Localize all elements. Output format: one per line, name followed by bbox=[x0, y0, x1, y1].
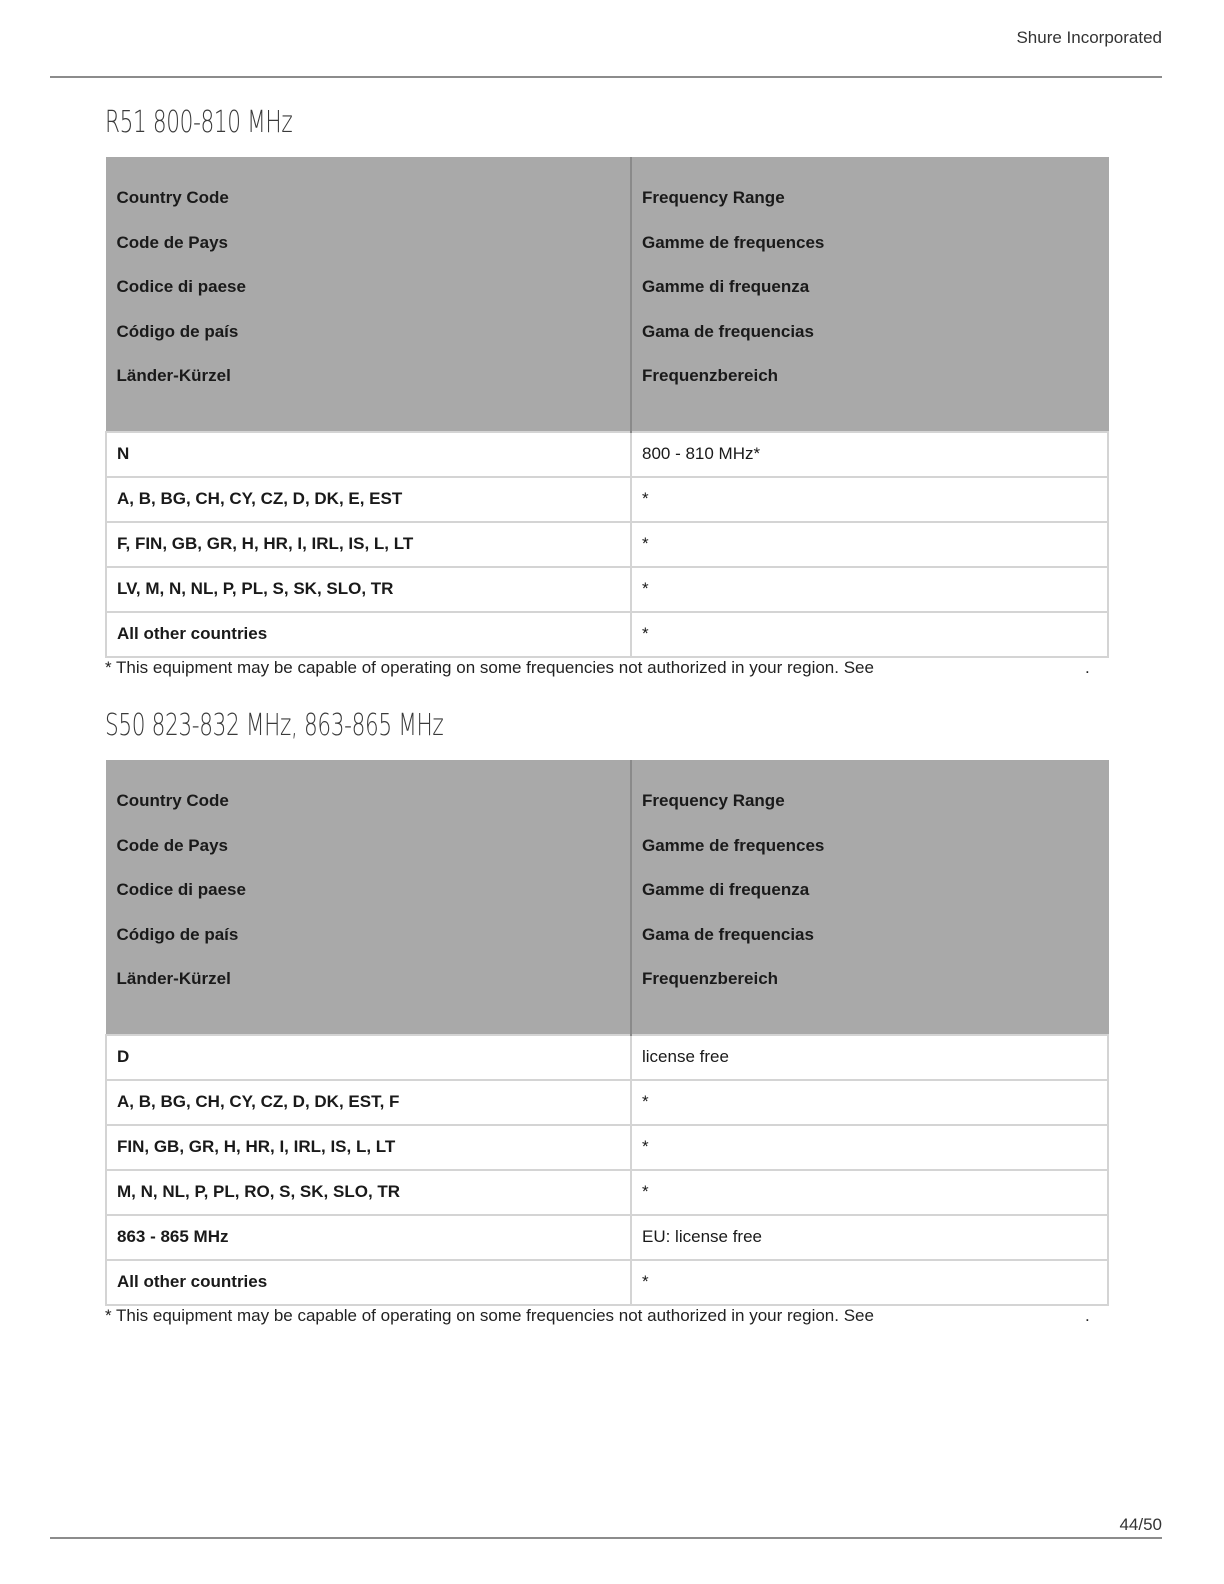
country-code-cell: F, FIN, GB, GR, H, HR, I, IRL, IS, L, LT bbox=[106, 522, 631, 567]
table-row bbox=[106, 432, 1108, 477]
frequency-range-cell: * bbox=[631, 477, 1108, 522]
table-header-row bbox=[106, 761, 1108, 1035]
frequency-range-cell: EU: license free bbox=[631, 1215, 1108, 1260]
country-code-cell: 863 - 865 MHz bbox=[106, 1215, 631, 1260]
frequency-range-cell: * bbox=[631, 1170, 1108, 1215]
table-row bbox=[106, 567, 1108, 612]
company-name: Shure Incorporated bbox=[1016, 28, 1162, 47]
header-country-code: Country Code Code de Pays Codice di paese Código de país Länder-Kürzel bbox=[106, 761, 631, 1035]
frequency-range-cell: * bbox=[631, 567, 1108, 612]
table-row bbox=[106, 1215, 1108, 1260]
header-country-code: Country Code Code de Pays Codice di paese Código de país Länder-Kürzel bbox=[106, 158, 631, 432]
footnote-r51: * This equipment may be capable of operating on some frequencies not authorized in your region. See . bbox=[105, 658, 1090, 677]
frequency-range-cell: * bbox=[631, 1080, 1108, 1125]
frequency-table-r51 bbox=[105, 157, 1109, 658]
section-title-r51: R51 800-810 MHz bbox=[105, 105, 293, 140]
frequency-range-cell: * bbox=[631, 1125, 1108, 1170]
country-code-cell: All other countries bbox=[106, 1260, 631, 1305]
frequency-range-cell: * bbox=[631, 1260, 1108, 1305]
country-code-cell: All other countries bbox=[106, 612, 631, 657]
country-code-cell: A, B, BG, CH, CY, CZ, D, DK, EST, F bbox=[106, 1080, 631, 1125]
table-row bbox=[106, 1170, 1108, 1215]
frequency-range-cell: 800 - 810 MHz* bbox=[631, 432, 1108, 477]
page-number: 44/50 bbox=[1119, 1515, 1162, 1534]
frequency-range-cell: license free bbox=[631, 1035, 1108, 1080]
country-code-cell: LV, M, N, NL, P, PL, S, SK, SLO, TR bbox=[106, 567, 631, 612]
country-code-cell: D bbox=[106, 1035, 631, 1080]
country-code-cell: A, B, BG, CH, CY, CZ, D, DK, E, EST bbox=[106, 477, 631, 522]
header-divider bbox=[50, 76, 1162, 78]
header-frequency-range: Frequency Range Gamme de frequences Gamme di frequenza Gama de frequencias Frequenzbereich bbox=[631, 158, 1108, 432]
frequency-range-cell: * bbox=[631, 612, 1108, 657]
country-code-cell: M, N, NL, P, PL, RO, S, SK, SLO, TR bbox=[106, 1170, 631, 1215]
table-row bbox=[106, 477, 1108, 522]
table-row bbox=[106, 1035, 1108, 1080]
table-row bbox=[106, 1260, 1108, 1305]
footer-divider bbox=[50, 1537, 1162, 1539]
footnote-s50: * This equipment may be capable of operating on some frequencies not authorized in your region. See . bbox=[105, 1306, 1090, 1325]
table-row bbox=[106, 1080, 1108, 1125]
country-code-cell: N bbox=[106, 432, 631, 477]
table-row bbox=[106, 612, 1108, 657]
table-row bbox=[106, 522, 1108, 567]
table-header-row bbox=[106, 158, 1108, 432]
country-code-cell: FIN, GB, GR, H, HR, I, IRL, IS, L, LT bbox=[106, 1125, 631, 1170]
section-title-s50: S50 823-832 MHz, 863-865 MHz bbox=[105, 708, 444, 743]
frequency-range-cell: * bbox=[631, 522, 1108, 567]
table-row bbox=[106, 1125, 1108, 1170]
frequency-table-s50 bbox=[105, 760, 1109, 1306]
header-frequency-range: Frequency Range Gamme de frequences Gamme di frequenza Gama de frequencias Frequenzbereich bbox=[631, 761, 1108, 1035]
